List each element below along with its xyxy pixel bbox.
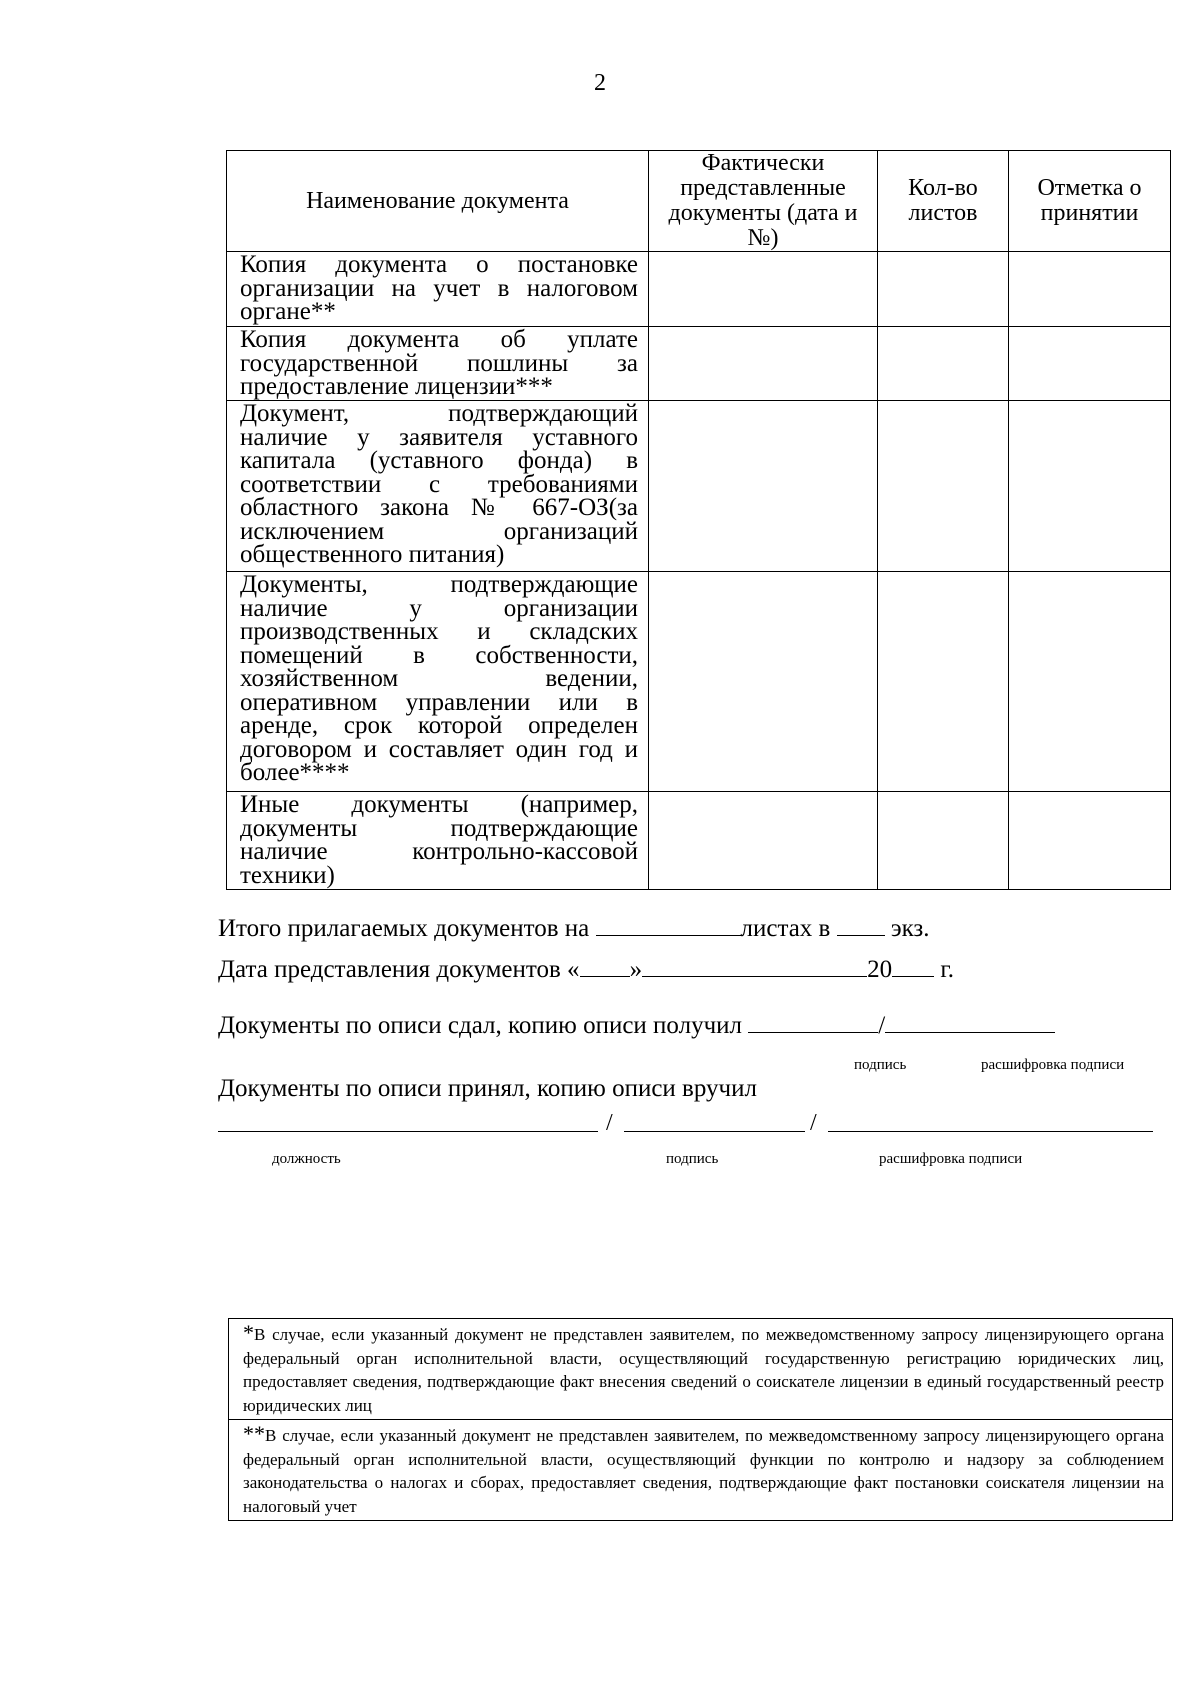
caption-signature: подпись (666, 1151, 719, 1167)
slash-separator: / (606, 1110, 613, 1136)
row-acceptance-cell[interactable] (1009, 401, 1171, 572)
row-document-name: Копия документа об уплате государственной пошлины за предоставление лицензии*** (227, 327, 649, 401)
row-document-name: Документ, подтверждающий наличие у заявителя уставного капитала (уставного фонда) в соответствии с требованиями областного закона № 667-ОЗ(за исключением организаций общественного питания) (227, 401, 649, 572)
row-acceptance-cell[interactable] (1009, 792, 1171, 890)
header-submitted-documents: Фактически представленные документы (дата и №) (649, 151, 878, 252)
handed-over-line: Документы по описи сдал, копию описи получил / (218, 1012, 1055, 1040)
row-sheets-cell[interactable] (878, 252, 1009, 327)
row-document-name: Копия документа о постановке организации на учет в налоговом органе** (227, 252, 649, 327)
row-sheets-cell[interactable] (878, 572, 1009, 792)
row-sheets-cell[interactable] (878, 327, 1009, 401)
row-document-name: Документы, подтверждающие наличие у организации производственных и складских помещений в собственности, хозяйственном ведении, оперативном управлении или в аренде, срок которой определен договором и составляет один год и более**** (227, 572, 649, 792)
row-submitted-cell[interactable] (649, 792, 878, 890)
caption-decoding: расшифровка подписи (879, 1151, 1023, 1167)
row-sheets-cell[interactable] (878, 792, 1009, 890)
position-blank[interactable] (218, 1131, 598, 1132)
row-acceptance-cell[interactable] (1009, 327, 1171, 401)
date-day-blank[interactable] (580, 958, 630, 977)
row-submitted-cell[interactable] (649, 401, 878, 572)
row-submitted-cell[interactable] (649, 327, 878, 401)
footnote-1: *В случае, если указанный документ не представлен заявителем, по межведомственному запросу лицензирующего органа федеральный орган исполнительной власти, осуществляющий государственную регистрацию юридических лиц, предоставляет сведения, подтверждающие факт внесения сведений о соискателе лицензии в единый государственный реестр юридических лиц (243, 1320, 1164, 1415)
accepted-decoding-blank[interactable] (828, 1131, 1153, 1132)
handed-over-decoding-blank[interactable] (885, 1014, 1055, 1033)
row-submitted-cell[interactable] (649, 572, 878, 792)
table-row (227, 327, 1171, 401)
slash-separator: / (810, 1110, 817, 1136)
accepted-signature-blank[interactable] (624, 1131, 805, 1132)
date-month-blank[interactable] (642, 958, 867, 977)
header-sheet-count: Кол-во листов (878, 151, 1009, 252)
documents-table (226, 150, 1171, 890)
header-acceptance-mark: Отметка о принятии (1009, 151, 1171, 252)
date-year-blank[interactable] (892, 958, 934, 977)
caption-signature: подпись (854, 1057, 907, 1073)
table-row (227, 572, 1171, 792)
table-row (227, 252, 1171, 327)
header-document-name: Наименование документа (227, 151, 649, 252)
row-sheets-cell[interactable] (878, 401, 1009, 572)
page-number: 2 (594, 70, 606, 96)
table-header-row (227, 151, 1171, 252)
submission-date-line: Дата представления документов « » 20 г. (218, 956, 954, 983)
accepted-line: Документы по описи принял, копию описи вручил (218, 1075, 757, 1102)
row-acceptance-cell[interactable] (1009, 252, 1171, 327)
total-sheets-blank[interactable] (596, 917, 741, 936)
table-row (227, 401, 1171, 572)
row-document-name: Иные документы (например, документы подтверждающие наличие контрольно-кассовой техники) (227, 792, 649, 890)
row-acceptance-cell[interactable] (1009, 572, 1171, 792)
table-row (227, 792, 1171, 890)
row-submitted-cell[interactable] (649, 252, 878, 327)
total-documents-line: Итого прилагаемых документов на листах в экз. (218, 915, 930, 942)
total-copies-blank[interactable] (837, 917, 885, 936)
caption-position: должность (272, 1151, 341, 1167)
footnote-2: **В случае, если указанный документ не представлен заявителем, по межведомственному запросу лицензирующего органа федеральный орган исполнительной власти, осуществляющий функции по контролю и надзору за соблюдением законодательства о налогах и сборах, предоставляет сведения, подтверждающие факт постановки соискателя лицензии на налоговый учет (229, 1419, 1172, 1520)
caption-decoding: расшифровка подписи (981, 1057, 1125, 1073)
footnotes-box (228, 1318, 1173, 1521)
handed-over-signature-blank[interactable] (748, 1014, 878, 1033)
